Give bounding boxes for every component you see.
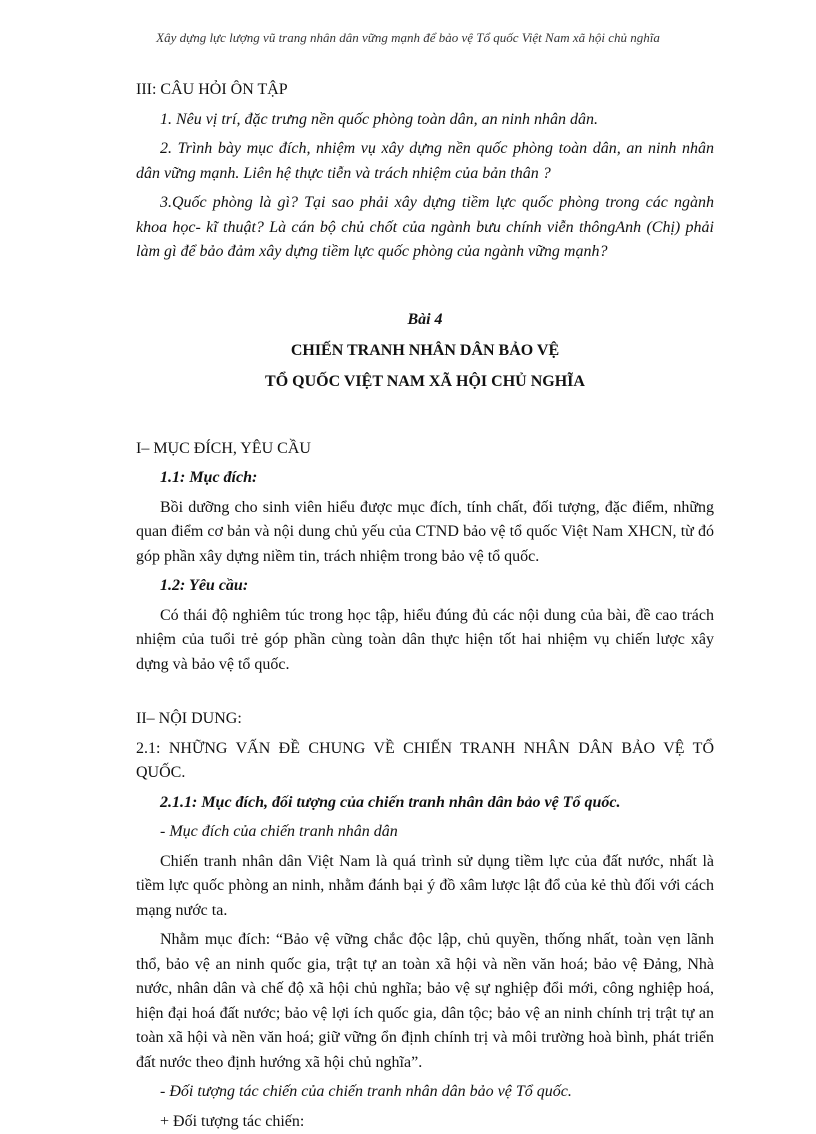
purpose-heading: 1.1: Mục đích:: [136, 466, 714, 491]
lesson-number: Bài 4: [136, 307, 714, 333]
paragraph-definition: Chiến tranh nhân dân Việt Nam là quá trình sử dụng tiềm lực của đất nước, nhất là tiềm lực quốc phòng an ninh, nhằm đánh bại ý đồ xâm lược lật đổ của kẻ thù đối với cách mạng nước ta.: [136, 850, 714, 924]
review-heading: III: CÂU HỎI ÔN TẬP: [136, 78, 714, 103]
lesson-title-line-1: CHIẾN TRANH NHÂN DÂN BẢO VỆ: [136, 338, 714, 364]
subsubsection-heading-purpose-target: 2.1.1: Mục đích, đối tượng của chiến tranh nhân dân bảo vệ Tổ quốc.: [136, 791, 714, 816]
review-question-2: 2. Trình bày mục đích, nhiệm vụ xây dựng nền quốc phòng toàn dân, an ninh nhân dân vững mạnh. Liên hệ thực tiễn và trách nhiệm của bản thân ?: [136, 137, 714, 186]
purpose-text: Bồi dưỡng cho sinh viên hiểu được mục đích, tính chất, đối tượng, đặc điểm, những quan điểm cơ bản và nội dung chủ yếu của CTND bảo vệ tổ quốc Việt Nam XHCN, từ đó góp phần xây dựng niềm tin, trách nhiệm trong bảo vệ tổ quốc.: [136, 496, 714, 570]
paragraph-objectives: Nhằm mục đích: “Bảo vệ vững chắc độc lập, chủ quyền, thống nhất, toàn vẹn lãnh thổ, bảo vệ an ninh quốc gia, trật tự an toàn xã hội và nền văn hoá; bảo vệ Đảng, Nhà nước, nhân dân và chế độ xã hội chủ nghĩa; bảo vệ sự nghiệp đổi mới, công nghiệp hoá, hiện đại hoá đất nước; bảo vệ lợi ích quốc gia, dân tộc; bảo vệ an ninh chính trị trật tự an toàn xã hội và nền văn hoá; giữ vững ổn định chính trị và môi trường hoà bình, phát triển đất nước theo định hướng xã hội chủ nghĩa”.: [136, 928, 714, 1075]
running-header: Xây dựng lực lượng vũ trang nhân dân vững mạnh để bảo vệ Tổ quốc Việt Nam xã hội chủ nghĩa: [0, 30, 816, 46]
requirement-text: Có thái độ nghiêm túc trong học tập, hiểu đúng đủ các nội dung của bài, đề cao trách nhiệm của tuổi trẻ góp phần cùng toàn dân thực hiện tốt hai nhiệm vụ chiến lược xây dựng và bảo vệ tổ quốc.: [136, 604, 714, 678]
review-question-3: 3.Quốc phòng là gì? Tại sao phải xây dựng tiềm lực quốc phòng trong các ngành khoa học- kĩ thuật? Là cán bộ chủ chốt của ngành bưu chính viễn thôngAnh (Chị) phải làm gì để bảo đảm xây dựng tiềm lực quốc phòng của ngành vững mạnh?: [136, 191, 714, 265]
target-label: - Đối tượng tác chiến của chiến tranh nhân dân bảo vệ Tổ quốc.: [136, 1080, 714, 1105]
lesson-title-block: [136, 307, 714, 395]
target-sub-label: + Đối tượng tác chiến:: [136, 1110, 714, 1134]
section-heading-content: II– NỘI DUNG:: [136, 707, 714, 732]
purpose-label: - Mục đích của chiến tranh nhân dân: [136, 820, 714, 845]
section-heading-purpose-requirements: I– MỤC ĐÍCH, YÊU CẦU: [136, 437, 714, 462]
lesson-title-line-2: TỔ QUỐC VIỆT NAM XÃ HỘI CHỦ NGHĨA: [136, 369, 714, 395]
review-question-1: 1. Nêu vị trí, đặc trưng nền quốc phòng toàn dân, an ninh nhân dân.: [136, 108, 714, 133]
page-content: [136, 78, 714, 1134]
subsection-heading-general-issues: 2.1: NHỮNG VẤN ĐỀ CHUNG VỀ CHIẾN TRANH NHÂN DÂN BẢO VỆ TỔ QUỐC.: [136, 737, 714, 786]
requirement-heading: 1.2: Yêu cầu:: [136, 574, 714, 599]
